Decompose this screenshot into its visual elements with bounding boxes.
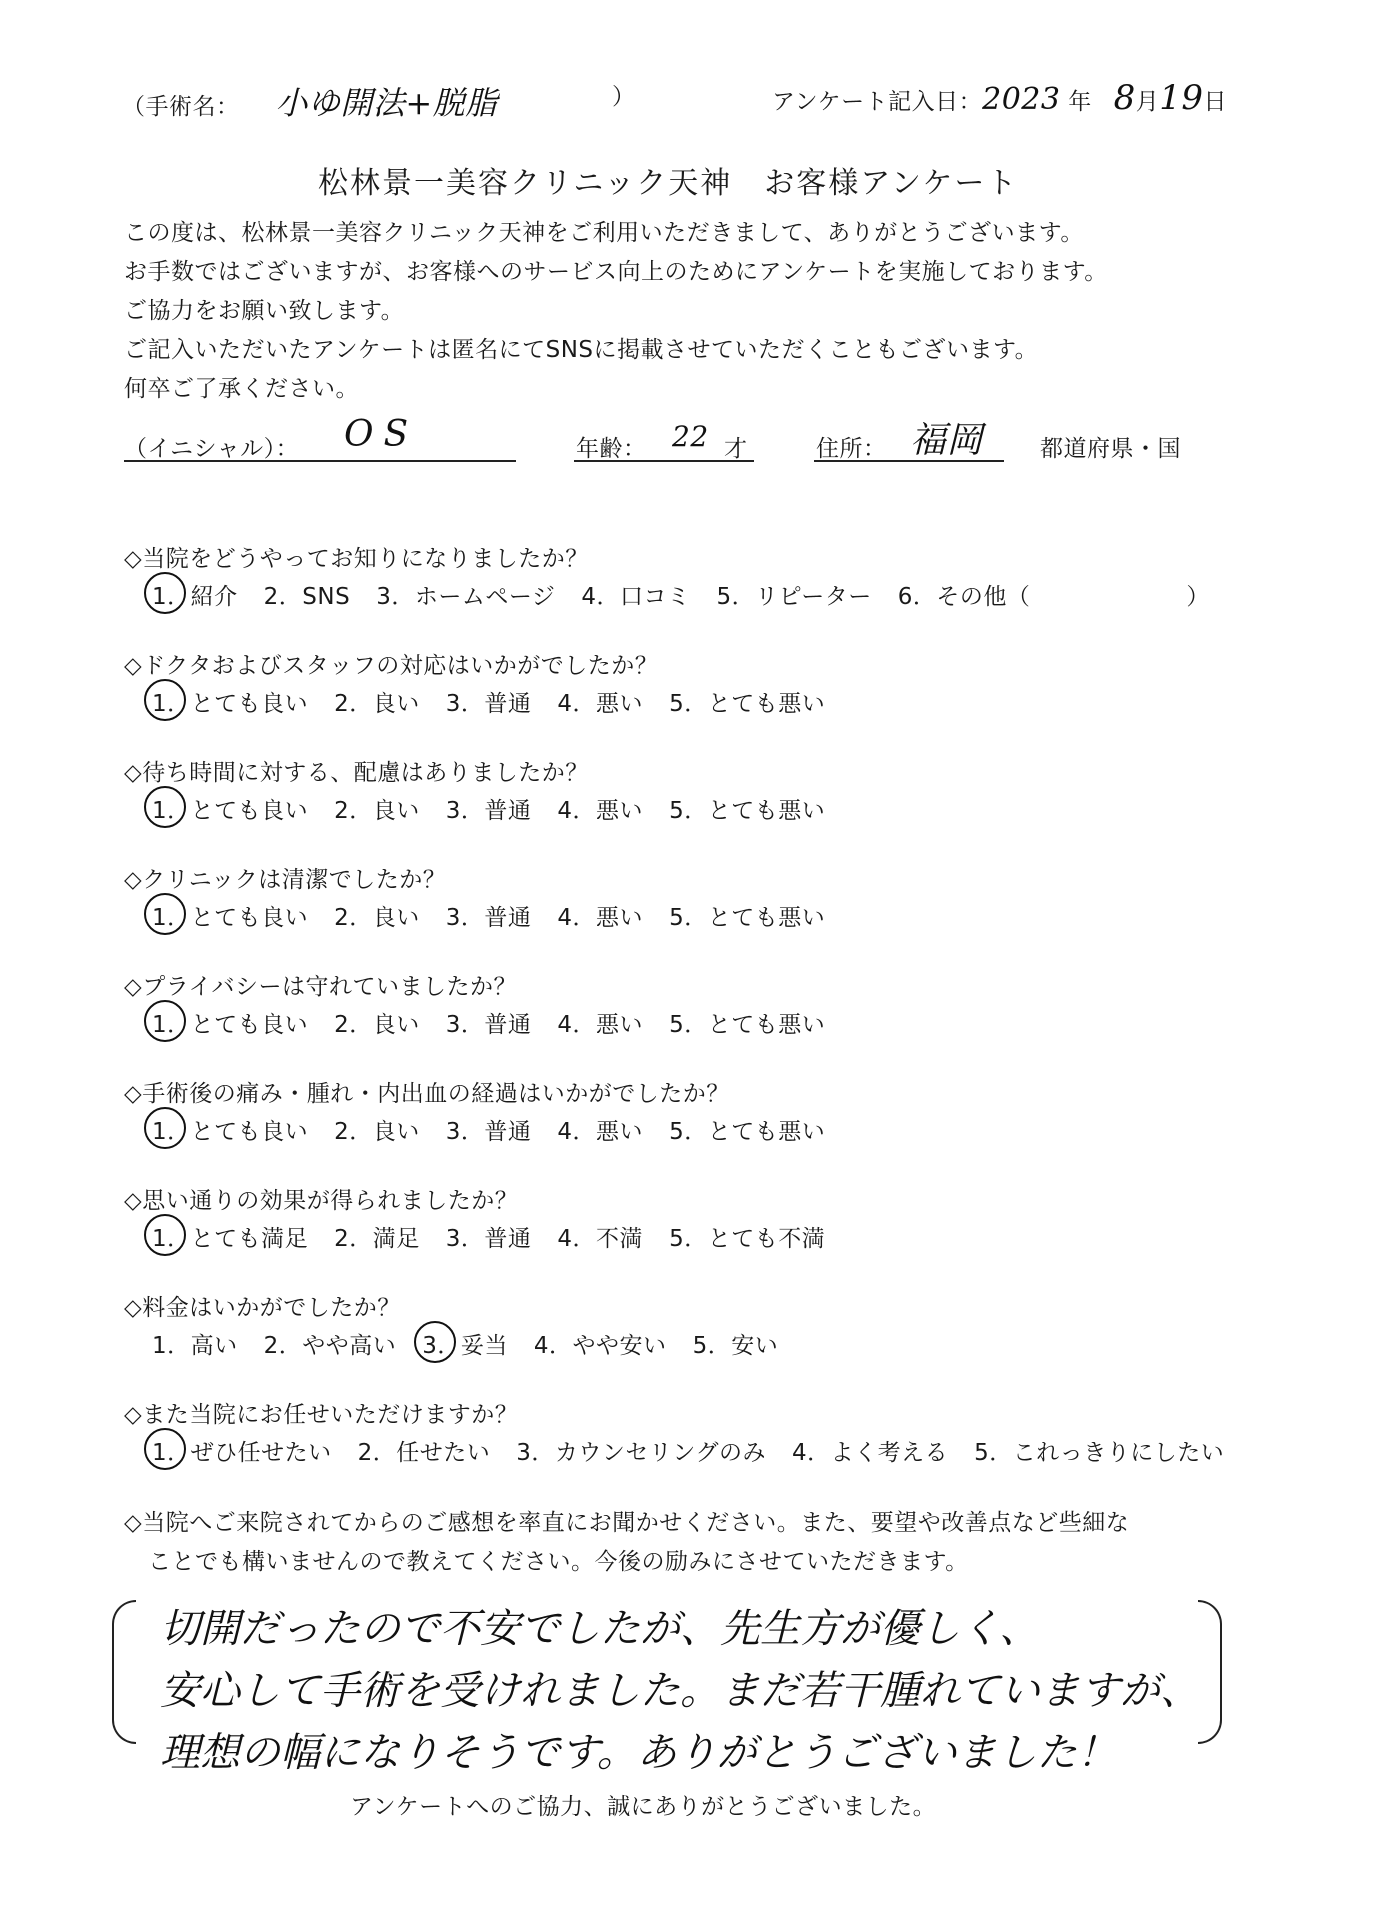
option-item[interactable] [557, 1113, 643, 1146]
option-label: 4．よく考える [791, 1440, 949, 1466]
option-item[interactable] [557, 792, 643, 825]
address-field [814, 420, 1004, 462]
option-item[interactable] [152, 1327, 238, 1360]
question-text: ◇当院をどうやってお知りになりましたか？ [124, 546, 589, 572]
option-item[interactable] [557, 1220, 643, 1253]
option-item[interactable] [152, 899, 308, 932]
option-label: 5．とても悪い [669, 691, 826, 717]
option-label: 1．とても満足 [152, 1226, 309, 1252]
option-label: 3．普通 [445, 1119, 532, 1145]
option-label: 3．カウンセリングのみ [516, 1440, 766, 1466]
intro-line: 何卒ご了承ください。 [124, 376, 359, 402]
option-label: 4．悪い [557, 1012, 644, 1038]
option-item[interactable] [557, 1006, 643, 1039]
option-item[interactable] [669, 899, 825, 932]
comment-bracket-left [112, 1600, 136, 1744]
option-row [152, 1220, 851, 1253]
option-label: 1．とても良い [152, 1012, 309, 1038]
option-item[interactable] [974, 1434, 1224, 1467]
option-label: 2．良い [334, 905, 420, 931]
question-text: ◇また当院にお任せいただけますか？ [124, 1402, 519, 1428]
option-label: 3．ホームページ [376, 584, 556, 610]
selected-circle-mark [144, 1428, 186, 1470]
option-label: 1．とても良い [152, 798, 309, 824]
intro-line: ご協力をお願い致します。 [124, 298, 405, 324]
date-label: アンケート記入日： [772, 89, 983, 115]
intro-line: ご記入いただいたアンケートは匿名にてSNSに掲載させていただくこともございます。 [124, 337, 1039, 363]
comment-bracket-right [1198, 1600, 1222, 1744]
option-item[interactable] [557, 685, 643, 718]
option-label: 2．満足 [334, 1226, 420, 1252]
question-text: ◇思い通りの効果が得られましたか？ [124, 1188, 519, 1214]
option-label: 5．リピーター [716, 584, 872, 610]
option-item[interactable] [669, 1006, 825, 1039]
option-item[interactable] [792, 1434, 948, 1467]
initial-value: OS [344, 414, 419, 455]
option-label: 5．とても悪い [669, 1119, 826, 1145]
option-label: 5．これっきりにしたい [974, 1440, 1225, 1466]
comment-prompt [124, 1504, 1129, 1582]
option-item[interactable] [669, 685, 825, 718]
option-label: 5．とても悪い [669, 1012, 826, 1038]
option-row [152, 1327, 804, 1360]
intro-text [124, 214, 1108, 409]
option-item[interactable] [534, 1327, 667, 1360]
intro-line: この度は、松林景一美容クリニック天神をご利用いただきまして、ありがとうございます。 [124, 220, 1084, 246]
option-item[interactable] [152, 1113, 308, 1146]
option-item[interactable] [557, 899, 643, 932]
procedure-value: 小ゆ開法+脱脂 [275, 84, 498, 122]
option-item[interactable] [446, 685, 532, 718]
procedure-close: ） [612, 84, 636, 110]
selected-circle-mark [144, 572, 186, 614]
option-item[interactable] [581, 578, 690, 611]
option-label: 2．任せたい [357, 1440, 491, 1466]
month-unit: 月 [1135, 89, 1160, 115]
option-item[interactable] [446, 899, 532, 932]
age-label: 年齢： [576, 436, 647, 462]
option-label: 5．とても不満 [669, 1226, 826, 1252]
option-label: 2．良い [334, 1012, 420, 1038]
option-item[interactable] [334, 899, 420, 932]
option-label: 1．ぜひ任せたい [152, 1440, 332, 1466]
option-item[interactable] [334, 685, 420, 718]
question-text: ◇料金はいかがでしたか？ [124, 1295, 401, 1321]
option-label: 4．悪い [557, 905, 644, 931]
selected-circle-mark [144, 1000, 186, 1042]
option-row [152, 1113, 851, 1146]
initial-label: （イニシャル）： [124, 436, 300, 462]
address-value: 福岡 [910, 420, 984, 461]
option-item[interactable] [446, 1006, 532, 1039]
option-label: 4．悪い [557, 1119, 644, 1145]
footer-thanks: アンケートへのご協力、誠にありがとうございました。 [350, 1794, 937, 1820]
option-label: 1．高い [152, 1333, 238, 1359]
option-label: 4．やや安い [533, 1333, 667, 1359]
option-label: 4．口コミ [581, 584, 691, 610]
option-label: 1．紹介 [152, 584, 238, 610]
option-item[interactable] [376, 578, 555, 611]
option-item[interactable] [264, 578, 351, 611]
option-trailing-paren: ） [1186, 584, 1210, 610]
age-field [574, 420, 754, 462]
option-item[interactable] [669, 1113, 825, 1146]
option-row [152, 899, 851, 932]
question-text: ◇待ち時間に対する、配慮はありましたか？ [124, 760, 589, 786]
option-row [152, 578, 1210, 611]
comment-prompt-line: ◇当院へご来院されてからのご感想を率直にお聞かせください。また、要望や改善点など些細な [124, 1510, 1130, 1536]
option-label: 2．良い [334, 691, 420, 717]
option-item[interactable] [446, 792, 532, 825]
option-label: 2．良い [334, 1119, 420, 1145]
option-label: 2．SNS [263, 584, 351, 610]
option-item[interactable] [152, 685, 308, 718]
option-label: 4．不満 [557, 1226, 644, 1252]
option-item[interactable] [693, 1327, 779, 1360]
option-item[interactable] [264, 1327, 397, 1360]
option-row [152, 685, 851, 718]
option-label: 6．その他（ [897, 584, 1031, 610]
comment-line: 切開だったので不安でしたが、先生方が優しく、 [160, 1606, 1040, 1652]
question-text: ◇クリニックは清潔でしたか？ [124, 867, 447, 893]
entry-date [772, 78, 1227, 118]
address-unit: 都道府県・国 [1040, 436, 1181, 462]
option-item[interactable] [898, 578, 1031, 611]
initial-field [124, 414, 516, 462]
procedure-label: （手術名： [122, 94, 240, 120]
option-label: 5．とても悪い [669, 798, 826, 824]
page-title: 松林景一美容クリニック天神 お客様アンケート [318, 166, 1019, 201]
option-row [152, 1434, 1250, 1467]
option-item[interactable] [334, 1113, 420, 1146]
option-item[interactable] [334, 792, 420, 825]
intro-line: お手数ではございますが、お客様へのサービス向上のためにアンケートを実施しております。 [124, 259, 1108, 285]
selected-circle-mark [144, 1107, 186, 1149]
option-item[interactable] [516, 1434, 766, 1467]
selected-circle-mark [144, 893, 186, 935]
option-item[interactable] [152, 1434, 332, 1467]
option-label: 2．良い [334, 798, 420, 824]
question-text: ◇ドクタおよびスタッフの対応はいかがでしたか？ [124, 653, 659, 679]
address-label: 住所： [816, 436, 887, 462]
age-value: 22 [672, 420, 709, 453]
selected-circle-mark [144, 1214, 186, 1256]
option-item[interactable] [669, 792, 825, 825]
option-label: 4．悪い [557, 798, 644, 824]
question-text: ◇プライバシーは守れていましたか？ [124, 974, 518, 1000]
year-unit: 年 [1068, 89, 1092, 115]
age-unit: 才 [724, 436, 748, 462]
option-label: 5．安い [692, 1333, 779, 1359]
option-item[interactable] [446, 1220, 532, 1253]
option-label: 3．妥当 [422, 1333, 508, 1359]
option-label: 2．やや高い [263, 1333, 397, 1359]
option-row [152, 792, 851, 825]
option-item[interactable] [358, 1434, 491, 1467]
option-label: 3．普通 [445, 905, 532, 931]
question-text: ◇手術後の痛み・腫れ・内出血の経過はいかがでしたか？ [124, 1081, 730, 1107]
option-item[interactable] [334, 1220, 420, 1253]
option-item[interactable] [152, 1006, 308, 1039]
selected-circle-mark [144, 786, 186, 828]
comment-prompt-line: ことでも構いませんので教えてください。今後の励みにさせていただきます。 [148, 1549, 969, 1575]
comment-line: 理想の幅になりそうです。ありがとうございました！ [160, 1730, 1117, 1776]
option-label: 3．普通 [445, 1012, 532, 1038]
selected-circle-mark [414, 1321, 456, 1363]
option-label: 4．悪い [557, 691, 644, 717]
option-item[interactable] [422, 1327, 508, 1360]
option-item[interactable] [152, 1220, 308, 1253]
comment-line: 安心して手術を受けれました。まだ若干腫れていますが、 [160, 1668, 1200, 1714]
option-label: 1．とても良い [152, 1119, 309, 1145]
date-year: 2023 [982, 82, 1061, 117]
option-item[interactable] [669, 1220, 825, 1253]
procedure-row [122, 78, 642, 122]
option-label: 1．とても良い [152, 905, 309, 931]
option-item[interactable] [334, 1006, 420, 1039]
option-item[interactable] [717, 578, 872, 611]
date-month: 8 [1113, 78, 1136, 118]
day-unit: 日 [1203, 89, 1228, 115]
comment-text [160, 1598, 1200, 1784]
date-day: 19 [1159, 78, 1204, 118]
option-item[interactable] [152, 578, 238, 611]
option-item[interactable] [152, 792, 308, 825]
option-item[interactable] [446, 1113, 532, 1146]
option-label: 3．普通 [445, 1226, 532, 1252]
option-label: 3．普通 [445, 798, 532, 824]
option-row [152, 1006, 851, 1039]
option-label: 3．普通 [445, 691, 532, 717]
option-label: 5．とても悪い [669, 905, 826, 931]
option-label: 1．とても良い [152, 691, 309, 717]
selected-circle-mark [144, 679, 186, 721]
